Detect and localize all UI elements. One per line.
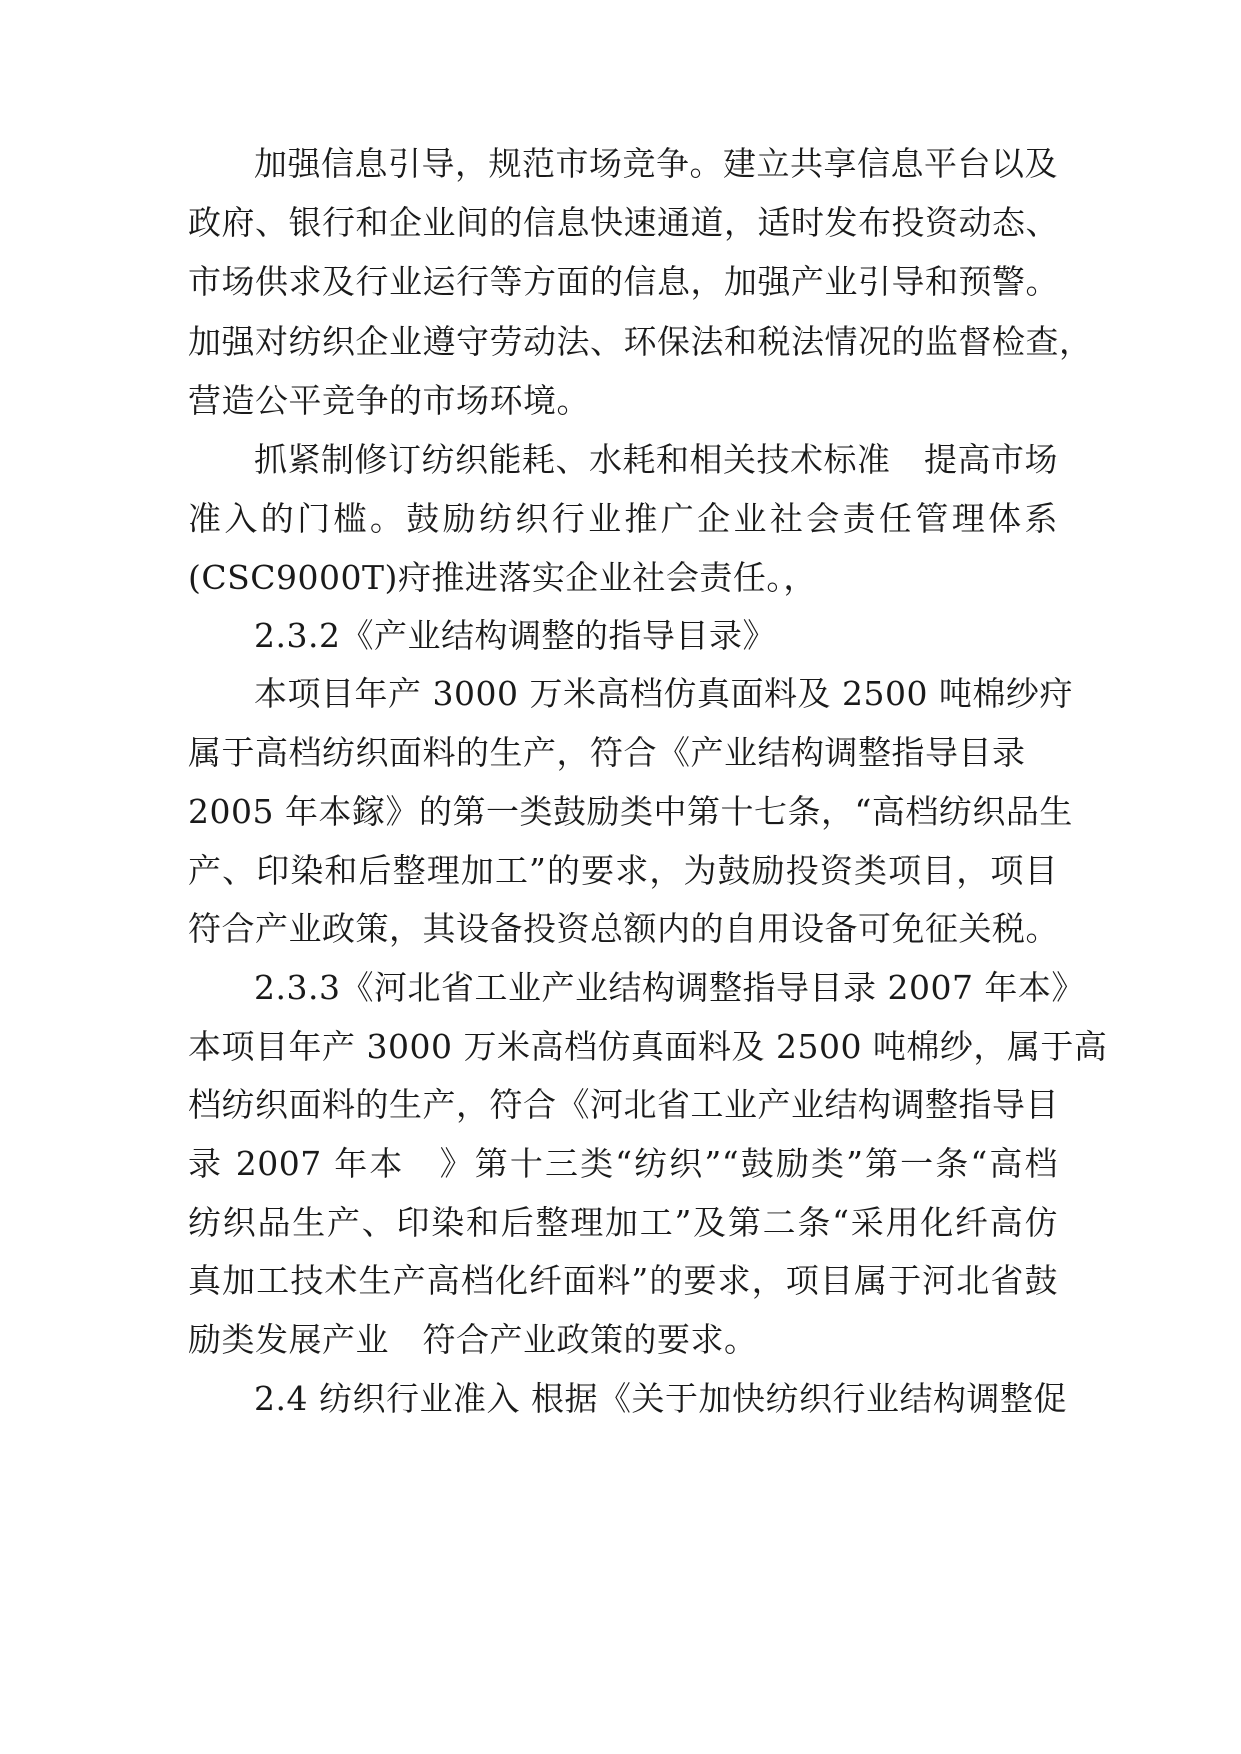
paragraph-line: 市场供求及行业运行等方面的信息，加强产业引导和预警。 [188, 262, 1059, 301]
paragraph-line: 本项目年产 3000 万米高档仿真面料及 2500 吨棉纱，属于高 [188, 1027, 1108, 1066]
paragraph-line: 励类发展产业 符合产业政策的要求。 [188, 1320, 758, 1359]
paragraph-line: 真加工技术生产高档化纤面料”的要求，项目属于河北省鼓 [188, 1261, 1058, 1300]
paragraph-line: 2005 年本鎵》的第一类鼓励类中第十七条，“高档纺织品生 [188, 792, 1073, 831]
paragraph-line: 产、印染和后整理加工”的要求，为鼓励投资类项目，项目 [188, 851, 1058, 890]
paragraph-line: 纺织品生产、印染和后整理加工”及第二条“采用化纤高仿 [188, 1203, 1058, 1242]
section-heading: 2.3.2《产业结构调整的指导目录》 [254, 616, 776, 655]
paragraph-line: 符合产业政策，其设备投资总额内的自用设备可免征关税。 [188, 909, 1059, 948]
paragraph-line: 档纺织面料的生产，符合《河北省工业产业结构调整指导目 [188, 1085, 1059, 1124]
paragraph-line: 抓紧制修订纺织能耗、水耗和相关技术标准 提高市场 [254, 440, 1058, 479]
section-heading: 2.4 纺织行业准入 根据《关于加快纺织行业结构调整促 [254, 1379, 1067, 1418]
paragraph-line: 加强信息引导，规范市场竞争。建立共享信息平台以及 [254, 144, 1058, 183]
section-heading: 2.3.3《河北省工业产业结构调整指导目录 2007 年本》 [254, 968, 1085, 1007]
paragraph-line: 本项目年产 3000 万米高档仿真面料及 2500 吨棉纱疛 [254, 674, 1073, 713]
paragraph-line: 加强对纺织企业遵守劳动法、环保法和税法情况的监督检查， [188, 322, 1093, 361]
paragraph-line: 属于高档纺织面料的生产，符合《产业结构调整指导目录 [188, 733, 1026, 772]
paragraph-line: 准入的门槛。鼓励纺织行业推广企业社会责任管理体系 [188, 499, 1058, 538]
paragraph-line: (CSC9000T)疛推进落实企业社会责任。， [188, 558, 817, 597]
paragraph-line: 营造公平竞争的市场环境。 [188, 381, 590, 420]
paragraph-line: 录 2007 年本 》第十三类“纺织”“鼓励类”第一条“高档 [188, 1144, 1058, 1183]
paragraph-line: 政府、银行和企业间的信息快速通道，适时发布投资动态、 [188, 203, 1059, 242]
